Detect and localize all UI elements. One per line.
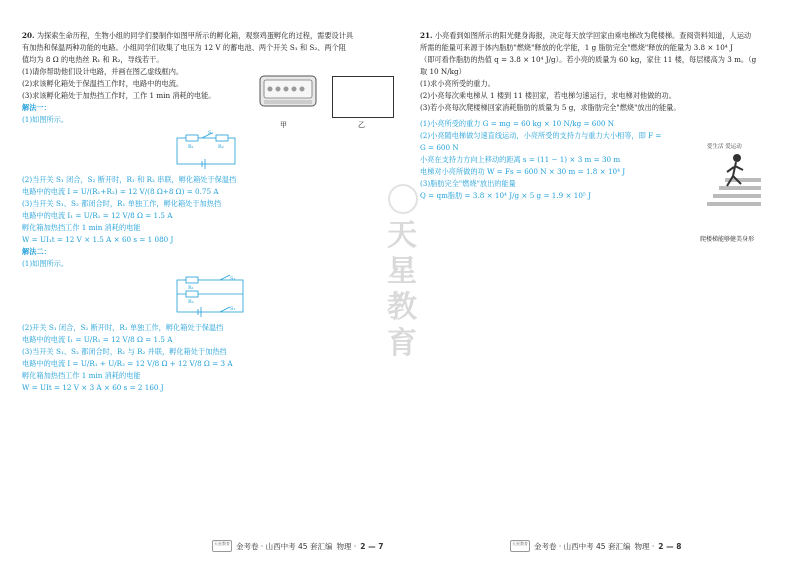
solution1-line: (2)当开关 S₁ 闭合，S₂ 断开时，R₁ 和 R₂ 串联，孵化箱处于保温挡: [22, 175, 237, 184]
solution1-line: (3)当开关 S₁、S₂ 都闭合时，R₁ 单独工作，孵化箱处于加热挡: [22, 199, 222, 208]
page-number: 2 — 8: [658, 541, 682, 551]
watermark-logo-icon: [388, 184, 418, 214]
q21-answer: (1)小亮所受的重力 G = mg = 60 kg × 10 N/kg = 600 N: [420, 119, 615, 128]
footer-right: [510, 540, 681, 552]
solution2-title: 解法二：: [22, 247, 51, 256]
solution1-line: W = UI₁t = 12 V × 1.5 A × 60 s = 1 080 J: [22, 235, 174, 244]
q21-line-6: (2)小亮每次乘电梯从 1 楼到 11 楼回家，若电梯匀速运行，求电梯对他做的功。: [420, 91, 676, 100]
footer-subject: 物理 ·: [336, 541, 357, 551]
parallel-circuit-diagram: [172, 274, 252, 318]
solution2-line: 电路中的电流 I₁ = U/R₁ = 12 V/8 Ω = 1.5 A: [22, 335, 173, 344]
q21-line-1: 21. 小亮看到如图所示的阳光健身海报，决定每天放学回家由乘电梯改为爬楼梯。查阅资料知道，人运动: [420, 31, 752, 40]
footer-series: 金考卷 · 山西中考 45 套汇编: [534, 541, 631, 551]
footer-subject: 物理 ·: [634, 541, 655, 551]
q20-line-3: 值均为 8 Ω 的电热丝 R₁ 和 R₂，导线若干。: [22, 55, 164, 64]
solution1-line: 孵化箱加热挡工作 1 min 消耗的电能: [22, 223, 141, 232]
q20-line-1: 20. 为探索生命历程，生物小组的同学们要制作如图甲所示的孵化箱，观察鸡蛋孵化的过程，需要设计具: [22, 31, 354, 40]
footer-left: [212, 540, 383, 552]
brand-logo-icon: 天星教育: [510, 540, 530, 552]
q21-answer: G = 600 N: [420, 143, 459, 152]
label-s2: S₂: [230, 276, 236, 282]
figure-a-caption: 甲: [280, 121, 287, 129]
poster-top-text: 爱生活 爱运动: [707, 144, 742, 150]
q21-line-2: 所需的能量可来源于体内脂肪"燃烧"释放的化学能，1 g 脂肪完全"燃烧"释放的能量为 3.8 × 10⁴ J: [420, 43, 733, 52]
series-circuit-diagram: [172, 130, 242, 170]
q21-answer: Q = qm脂肪 = 3.8 × 10⁴ J/g × 5 g = 1.9 × 10⁵ J: [420, 191, 591, 200]
incubator-image: [258, 70, 318, 114]
label-r1: R₁: [188, 285, 194, 291]
q20-line-2: 有加热和保温两种功能的电路。小组同学们收集了电压为 12 V 的蓄电池、两个开关 S₁ 和 S₂、两个阻: [22, 43, 346, 52]
solution2-line: (1)如图所示。: [22, 259, 69, 268]
solution2-line: (2)开关 S₁ 闭合，S₂ 断开时，R₁ 单独工作，孵化箱处于保温挡: [22, 323, 224, 332]
q20-line-5: (2)求该孵化箱处于保温挡工作时，电路中的电流。: [22, 79, 184, 88]
q20-line-6: (3)求该孵化箱处于加热挡工作时，工作 1 min 消耗的电能。: [22, 91, 216, 100]
label-s1: S₁: [208, 130, 214, 136]
q20-figures: [258, 70, 398, 128]
label-r1: R₁: [188, 144, 194, 150]
figure-b-caption: 乙: [358, 121, 365, 129]
q21-answer: 电梯对小亮所做的功 W = Fs = 600 N × 30 m = 1.8 × 10⁴ J: [420, 167, 626, 176]
solution1-line: 电路中的电流 I₁ = U/R₁ = 12 V/8 Ω = 1.5 A: [22, 211, 173, 220]
q21-answer: (2)小亮随电梯做匀速直线运动，小亮所受的支持力与重力大小相等，即 F =: [420, 131, 662, 140]
fitness-poster: [703, 140, 765, 220]
solution1-line: (1)如图所示。: [22, 115, 69, 124]
brand-logo-icon: 天星教育: [212, 540, 232, 552]
footer-series: 金考卷 · 山西中考 45 套汇编: [236, 541, 333, 551]
q20-line-4: (1)请你帮助他们设计电路，并画在图乙虚线框内。: [22, 67, 184, 76]
poster-caption: 爬楼梯能够健美身形: [700, 236, 755, 243]
solution2-line: (3)当开关 S₁、S₂ 都闭合时，R₁ 与 R₂ 并联，孵化箱处于加热挡: [22, 347, 227, 356]
solution2-line: 孵化箱加热挡工作 1 min 消耗的电能: [22, 371, 141, 380]
watermark: 天星教育: [387, 218, 417, 361]
q20-number: 20.: [22, 31, 35, 40]
q21-line-7: (3)若小亮每次爬楼梯回家消耗脂肪的质量为 5 g，求脂肪完全"燃烧"放出的能量。: [420, 103, 681, 112]
q21-line-5: (1)求小亮所受的重力。: [420, 79, 495, 88]
solution2-line: 电路中的电流 I = U/R₁ + U/R₂ = 12 V/8 Ω + 12 V/8 Ω = 3 A: [22, 359, 233, 368]
q21-number: 21.: [420, 31, 433, 40]
label-r2: R₂: [188, 299, 194, 305]
solution1-title: 解法一：: [22, 103, 51, 112]
dashed-frame-box: [332, 76, 394, 118]
q21-answer: 小亮在支持力方向上移动的距离 s = (11 − 1) × 3 m = 30 m: [420, 155, 621, 164]
page-number: 2 — 7: [360, 541, 384, 551]
label-r2: R₂: [218, 144, 224, 150]
q21-line-4: 取 10 N/kg）: [420, 67, 466, 76]
q21-line-3: （即可看作脂肪的热值 q = 3.8 × 10⁴ J/g）。若小亮的质量为 60 kg，家住 11 楼，每层楼高为 3 m。（g: [420, 55, 757, 64]
label-s1: S₁: [230, 306, 236, 312]
q21-answer: (3)脂肪完全"燃烧"放出的能量: [420, 179, 516, 188]
solution2-line: W = UIt = 12 V × 3 A × 60 s = 2 160 J: [22, 383, 164, 392]
solution1-line: 电路中的电流 I = U/(R₁+R₂) = 12 V/(8 Ω+8 Ω) = 0.75 A: [22, 187, 219, 196]
